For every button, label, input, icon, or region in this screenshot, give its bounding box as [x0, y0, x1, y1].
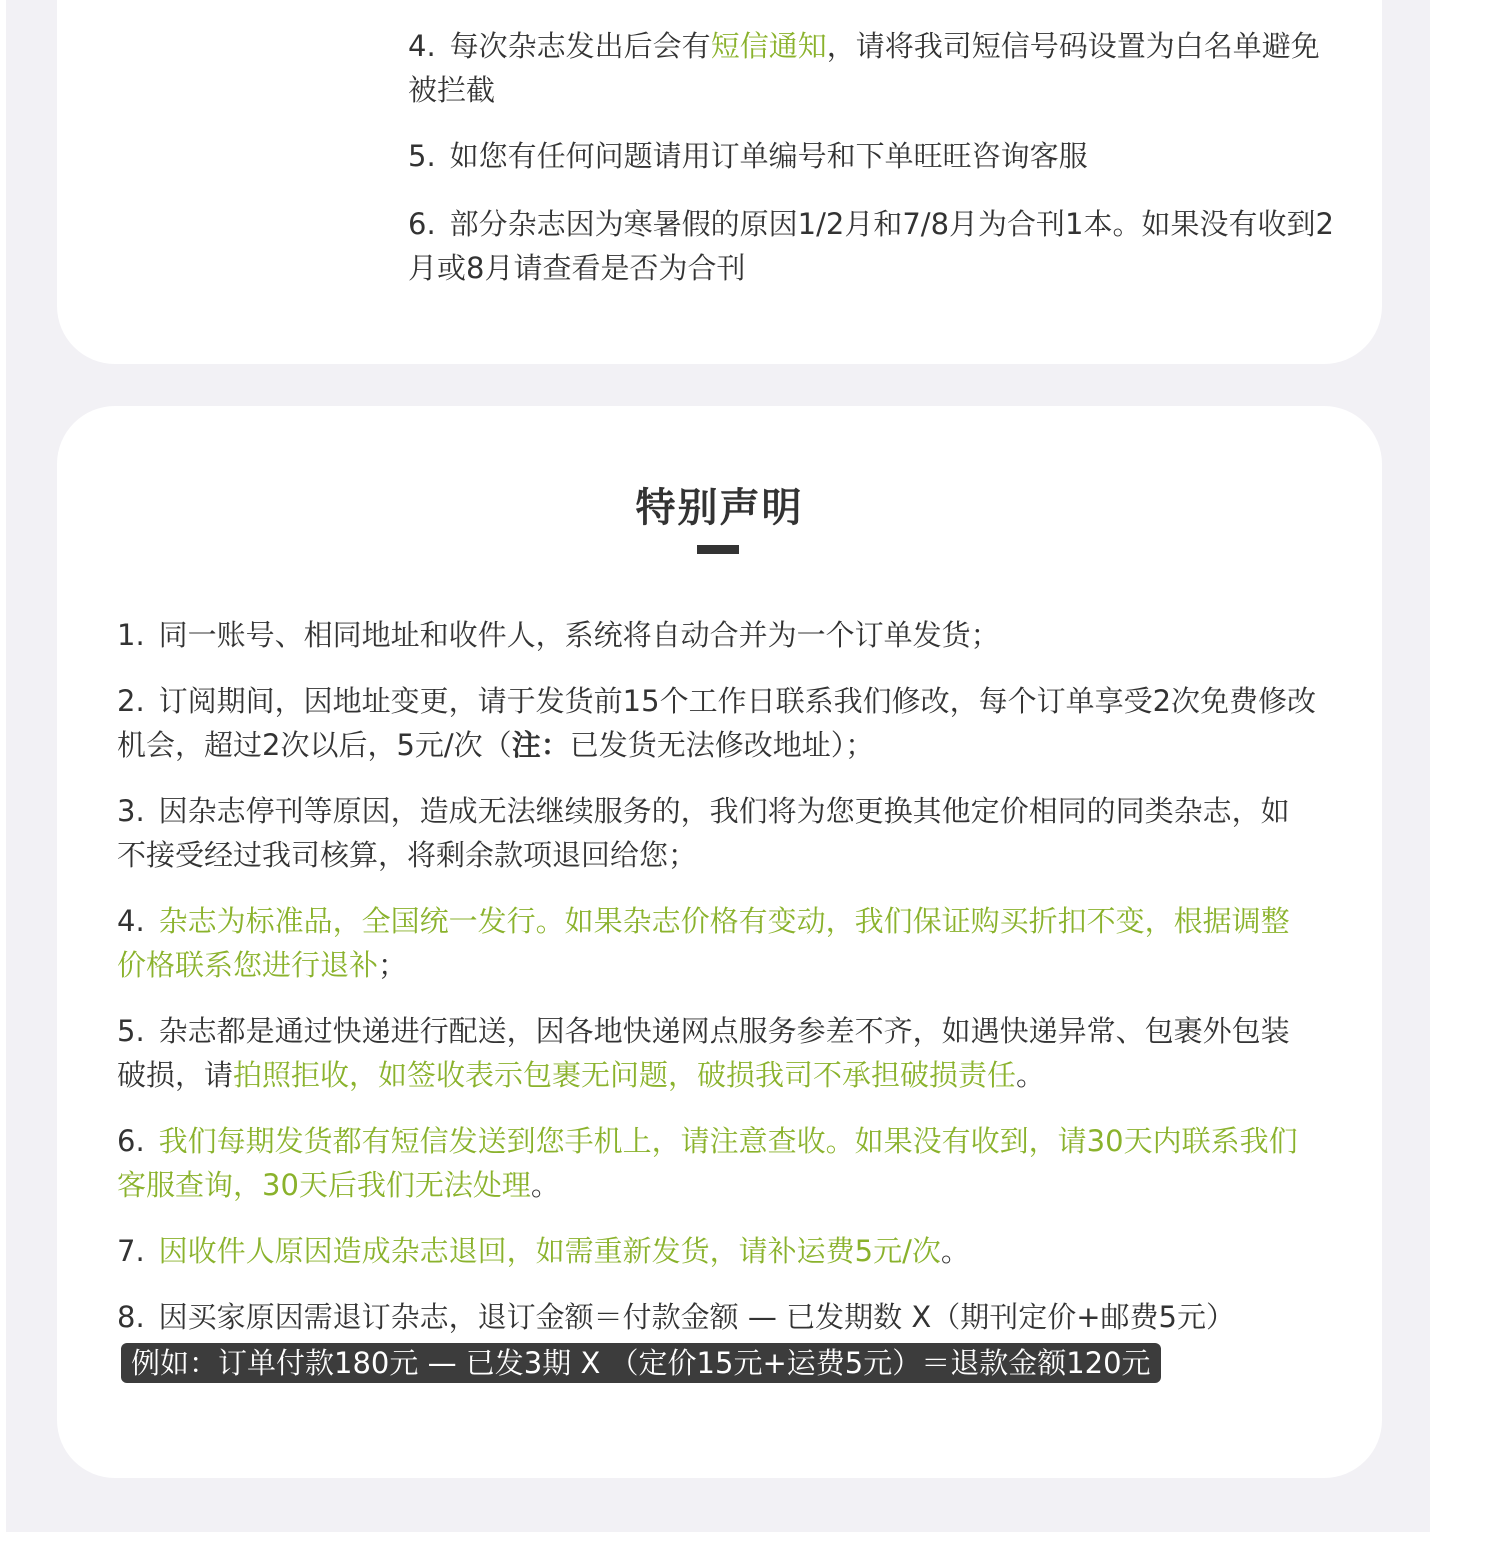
refund-example-badge: 例如：订单付款180元 — 已发3期 X （定价15元+运费5元）＝退款金额120元 [121, 1343, 1161, 1383]
statement-text: 。 [1016, 1058, 1046, 1092]
statement-text: 。 [530, 1168, 560, 1202]
statement-number: 1. [117, 618, 145, 652]
statement-item [117, 789, 1317, 877]
note-number: 6. [408, 207, 436, 241]
title-underline [697, 545, 739, 554]
statement-highlight: 拍照拒收，如签收表示包裹无问题，破损我司不承担破损责任 [233, 1058, 1017, 1092]
statement-item [117, 613, 1317, 657]
note-item [408, 24, 1348, 112]
note-item [408, 134, 1348, 178]
statement-item [117, 1009, 1317, 1097]
note-number: 5. [408, 139, 436, 173]
statement-number: 2. [117, 684, 145, 718]
statement-item [117, 1119, 1317, 1207]
statement-item [117, 1295, 1317, 1385]
note-text: 每次杂志发出后会有 [449, 29, 711, 63]
statement-card [57, 406, 1382, 1478]
statement-number: 6. [117, 1124, 145, 1158]
statement-text: 。 [940, 1234, 970, 1268]
statement-number: 5. [117, 1014, 145, 1048]
note-text: 部分杂志因为寒暑假的原因1/2月和7/8月为合刊1本。如果没有收到2月或8月请查看是否为合刊 [408, 207, 1334, 285]
statement-item [117, 679, 1317, 767]
statement-number: 3. [117, 794, 145, 828]
statement-item [117, 899, 1317, 987]
statement-highlight: 因收件人原因造成杂志退回，如需重新发货，请补运费5元/次 [158, 1234, 941, 1268]
statement-item [117, 1229, 1317, 1273]
statement-highlight: 我们每期发货都有短信发送到您手机上，请注意查收。如果没有收到，请30天内联系我们客服查询，30天后我们无法处理 [117, 1124, 1298, 1202]
section-title: 特别声明 [635, 485, 804, 531]
statement-list [117, 613, 1317, 1385]
statement-number: 8. [117, 1300, 145, 1334]
statement-highlight: 杂志为标准品，全国统一发行。如果杂志价格有变动，我们保证购买折扣不变，根据调整价格联系您进行退补 [117, 904, 1290, 982]
note-text: ，请将我司短信号码设置为白名单避免被拦截 [408, 29, 1320, 107]
note-item [408, 202, 1348, 290]
notes-card [57, 0, 1382, 364]
statement-number: 4. [117, 904, 145, 938]
statement-text: 订阅期间，因地址变更，请于发货前15个工作日联系我们修改，每个订单享受2次免费修改机会，超过2次以后，5元/次（ [117, 684, 1317, 762]
note-text: 如您有任何问题请用订单编号和下单旺旺咨询客服 [449, 139, 1088, 173]
statement-text: 同一账号、相同地址和收件人，系统将自动合并为一个订单发货； [158, 618, 1000, 652]
notes-list [408, 24, 1348, 312]
note-number: 4. [408, 29, 436, 63]
note-highlight: 短信通知 [710, 29, 827, 63]
statement-number: 7. [117, 1234, 145, 1268]
statement-text: 杂志都是通过快递进行配送，因各地快递网点服务参差不齐，如遇快递异常、包裹外包装破损，请 [117, 1014, 1290, 1092]
statement-text: 已发货无法修改地址）； [569, 728, 875, 762]
statement-text: 因买家原因需退订杂志，退订金额＝付款金额 — 已发期数 X（期刊定价+邮费5元） [158, 1300, 1235, 1334]
statement-text: ； [378, 948, 408, 982]
statement-bold-note: 注： [511, 728, 570, 762]
statement-text: 因杂志停刊等原因，造成无法继续服务的，我们将为您更换其他定价相同的同类杂志，如不接受经过我司核算，将剩余款项退回给您； [117, 794, 1290, 872]
